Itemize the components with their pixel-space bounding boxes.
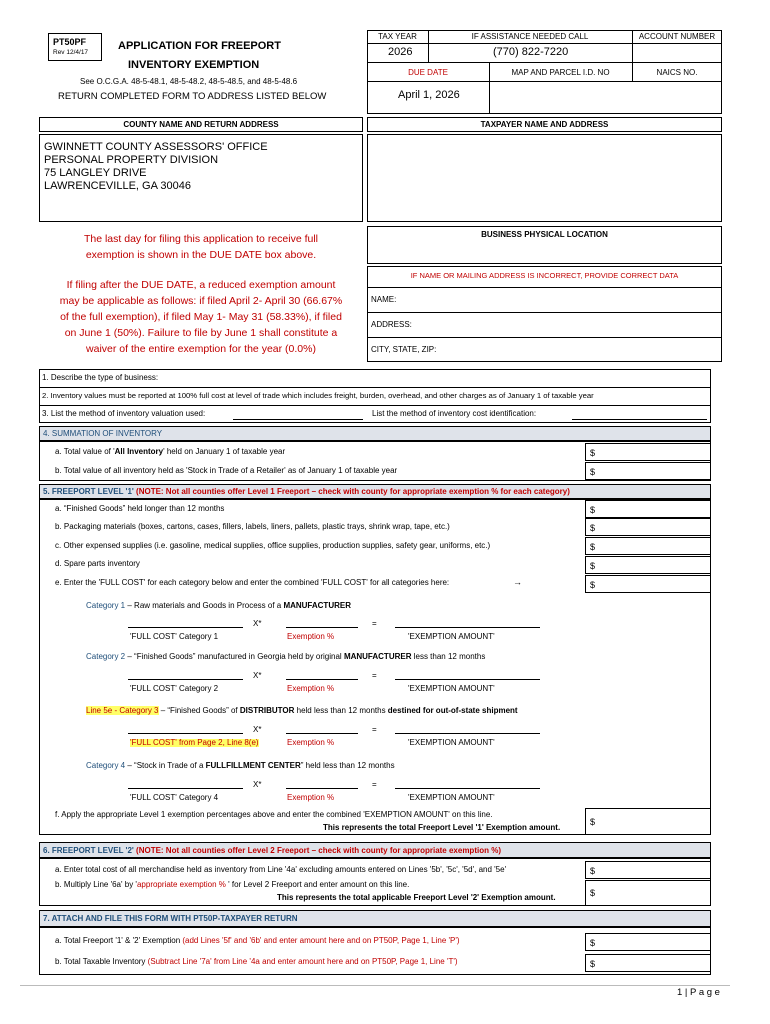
line4b-label: b. Total value of all inventory held as 'Stock in Trade of a Retailer' as of January 1 of taxable year <box>55 466 398 475</box>
county-line4: LAWRENCEVILLE, GA 30046 <box>44 180 191 192</box>
form-citation: See O.C.G.A. 48-5-48.1, 48-5-48.2, 48-5-48.5, and 48-5-48.6 <box>80 77 298 86</box>
line7b-amount[interactable]: $ <box>585 954 711 972</box>
cat1-full-cost-input[interactable] <box>128 627 243 628</box>
cat1-exemption-caption: Exemption % <box>287 632 335 641</box>
cat3-exemption-input[interactable] <box>286 733 358 734</box>
county-line1: GWINNETT COUNTY ASSESSORS' OFFICE <box>44 141 268 153</box>
line7a-label: a. Total Freeport '1' & '2' Exemption (add Lines '5f' and '6b' and enter amount here and on PT50P, Page 1, Line 'P') <box>55 936 460 945</box>
address-label: ADDRESS: <box>371 320 412 329</box>
section4-title: 4. SUMMATION OF INVENTORY <box>43 429 163 438</box>
section5-header <box>39 484 711 499</box>
line6a-amount[interactable]: $ <box>585 861 711 879</box>
cat4-full-cost-caption: 'FULL COST' Category 4 <box>130 793 219 802</box>
line5f-label: f. Apply the appropriate Level 1 exemption percentages above and enter the combined 'EXEMPTION AMOUNT' on this line. <box>55 810 493 819</box>
assist-label: IF ASSISTANCE NEEDED CALL <box>471 32 589 41</box>
cost-id-input-line[interactable] <box>572 419 707 420</box>
cat3-amount-caption: 'EXEMPTION AMOUNT' <box>408 738 495 747</box>
line5c-label: c. Other expensed supplies (i.e. gasoline, medical supplies, office supplies, production supplies, safety gear, uniforms, etc.) <box>55 541 491 550</box>
cat1-exemption-input[interactable] <box>286 627 358 628</box>
footer-rule <box>20 985 730 986</box>
category2-heading: Category 2 – “Finished Goods” manufactured in Georgia held by original MANUFACTURER less than 12 months <box>86 652 486 661</box>
line3-valuation: 3. List the method of inventory valuation used: <box>42 409 206 418</box>
line5f-amount[interactable]: $ <box>585 808 711 835</box>
notice-p2-l1: If filing after the DUE DATE, a reduced exemption amount <box>66 279 336 291</box>
line4a-amount[interactable]: $ <box>585 443 711 461</box>
line6a-label: a. Enter total cost of all merchandise held as inventory from Line '4a' excluding amounts entered on Lines '5b', '5c', '5d', and '5e' <box>55 865 507 874</box>
cat2-x: X* <box>253 671 262 680</box>
cat2-full-cost-caption: 'FULL COST' Category 2 <box>130 684 219 693</box>
name-label: NAME: <box>371 295 397 304</box>
cat3-full-cost-caption: 'FULL COST' from Page 2, Line 8(e) <box>130 738 259 747</box>
taxpayer-label: TAXPAYER NAME AND ADDRESS <box>480 120 609 129</box>
line4b-amount[interactable]: $ <box>585 462 711 480</box>
line5d-label: d. Spare parts inventory <box>55 559 140 568</box>
cat4-exemption-input[interactable] <box>286 788 358 789</box>
county-line3: 75 LANGLEY DRIVE <box>44 167 147 179</box>
taxpayer-address-box[interactable] <box>367 134 722 222</box>
cat2-amount-caption: 'EXEMPTION AMOUNT' <box>408 684 495 693</box>
account-label: ACCOUNT NUMBER <box>638 32 716 41</box>
form-code-box <box>48 33 102 61</box>
cat1-amount-input[interactable] <box>395 627 540 628</box>
line5b-amount[interactable]: $ <box>585 518 711 536</box>
cat1-x: X* <box>253 619 262 628</box>
line2-inventory-note: 2. Inventory values must be reported at 100% full cost at level of trade which includes freight, burden, overhead, and other charges as of January 1 of taxable year <box>42 391 594 400</box>
section6-header <box>39 842 711 858</box>
cat3-eq: = <box>372 725 377 734</box>
tax-year-label: TAX YEAR <box>378 32 417 41</box>
map-parcel-label: MAP AND PARCEL I.D. NO <box>511 68 610 77</box>
form-rev: Rev 12/4/17 <box>53 49 89 56</box>
section7-header <box>39 910 711 927</box>
cat4-full-cost-input[interactable] <box>128 788 243 789</box>
category1-heading: Category 1 – Raw materials and Goods in Process of a MANUFACTURER <box>86 601 351 610</box>
notice-p2-l4: on June 1 (50%). Failure to file by June 1 shall constitute a <box>64 327 338 339</box>
city-label: CITY, STATE, ZIP: <box>371 345 437 354</box>
assist-phone: (770) 822-7220 <box>493 46 569 58</box>
cat4-amount-caption: 'EXEMPTION AMOUNT' <box>408 793 495 802</box>
line5a-amount[interactable]: $ <box>585 500 711 518</box>
line5e-amount[interactable]: $ <box>585 575 711 593</box>
cat3-exemption-caption: Exemption % <box>287 738 335 747</box>
naics-label: NAICS NO. <box>656 68 698 77</box>
line6b-amount[interactable]: $ <box>585 880 711 906</box>
tax-year-value[interactable]: 2026 <box>388 46 413 58</box>
notice-p2-l5: waiver of the entire exemption for the year (0.0%) <box>86 343 316 355</box>
cat4-eq: = <box>372 780 377 789</box>
county-address-box <box>39 134 363 222</box>
correct-label: IF NAME OR MAILING ADDRESS IS INCORRECT, PROVIDE CORRECT DATA <box>410 271 679 280</box>
cat3-x: X* <box>253 725 262 734</box>
cat1-eq: = <box>372 619 377 628</box>
notice-p1-l1: The last day for filing this application to receive full <box>83 233 319 245</box>
form-title-line1: APPLICATION FOR FREEPORT <box>118 40 281 52</box>
arrow-icon: → <box>513 577 522 587</box>
cat3-full-cost-input[interactable] <box>128 733 243 734</box>
county-line2: PERSONAL PROPERTY DIVISION <box>44 154 219 166</box>
cat2-full-cost-input[interactable] <box>128 679 243 680</box>
section7-title: 7. ATTACH AND FILE THIS FORM WITH PT50P-TAXPAYER RETURN <box>43 914 298 923</box>
line7b-label: b. Total Taxable Inventory (Subtract Line '7a' from Line '4a and enter amount here and on PT50P, Page 1, Line 'T') <box>55 957 458 966</box>
line5c-amount[interactable]: $ <box>585 537 711 555</box>
line5e-label: e. Enter the 'FULL COST' for each category below and enter the combined 'FULL COST' for all categories here: <box>55 578 450 587</box>
category4-heading: Category 4 – “Stock in Trade of a FULLFILLMENT CENTER” held less than 12 months <box>86 761 395 770</box>
taxpayer-header-box <box>367 117 722 132</box>
cat4-amount-input[interactable] <box>395 788 540 789</box>
section4-header <box>39 426 711 441</box>
cat2-eq: = <box>372 671 377 680</box>
notice-p1-l2: exemption is shown in the DUE DATE box above. <box>85 249 317 261</box>
section5-title: 5. FREEPORT LEVEL '1' (NOTE: Not all counties offer Level 1 Freeport – check with county for appropriate exemption % for each category) <box>43 487 570 496</box>
line4a-label: a. Total value of 'All Inventory' held on January 1 of taxable year <box>55 447 286 456</box>
category3-heading: Line 5e - Category 3 – “Finished Goods” of DISTRIBUTOR held less than 12 months destined for out-of-state shipment <box>86 706 518 715</box>
valuation-input-line[interactable] <box>233 419 363 420</box>
county-header-box <box>39 117 363 132</box>
form-code: PT50PF <box>53 37 87 47</box>
cat4-x: X* <box>253 780 262 789</box>
business-location-box[interactable] <box>367 226 722 264</box>
line5b-label: b. Packaging materials (boxes, cartons, cases, fillers, labels, liners, pallets, plastic trays, shrink wrap, tape, etc.) <box>55 522 450 531</box>
business-label: BUSINESS PHYSICAL LOCATION <box>481 230 608 239</box>
cat1-amount-caption: 'EXEMPTION AMOUNT' <box>408 632 495 641</box>
return-note: RETURN COMPLETED FORM TO ADDRESS LISTED BELOW <box>58 91 327 102</box>
cat4-exemption-caption: Exemption % <box>287 793 335 802</box>
line5f-total: This represents the total Freeport Level '1' Exemption amount. <box>323 823 561 832</box>
county-label: COUNTY NAME AND RETURN ADDRESS <box>123 120 279 129</box>
line6b-total: This represents the total applicable Freeport Level '2' Exemption amount. <box>277 893 556 902</box>
notice-p2-l2: may be applicable as follows: if filed April 2- April 30 (66.67% <box>59 295 343 307</box>
cat2-exemption-caption: Exemption % <box>287 684 335 693</box>
line5d-amount[interactable]: $ <box>585 556 711 574</box>
notice-p2-l3: of the full exemption), if filed May 1- May 31 (58.33%), if filed <box>60 311 342 323</box>
cat3-amount-input[interactable] <box>395 733 540 734</box>
cat1-full-cost-caption: 'FULL COST' Category 1 <box>130 632 219 641</box>
line7a-amount[interactable]: $ <box>585 933 711 951</box>
line6b-label: b. Multiply Line '6a' by 'appropriate exemption % ' for Level 2 Freeport and enter amount on this line. <box>55 880 410 889</box>
line3-cost-id: List the method of inventory cost identification: <box>372 409 537 418</box>
cat2-exemption-input[interactable] <box>286 679 358 680</box>
section6-title: 6. FREEPORT LEVEL '2' (NOTE: Not all counties offer Level 2 Freeport – check with county for appropriate exemption %) <box>43 846 501 855</box>
cat2-amount-input[interactable] <box>395 679 540 680</box>
due-date-label: DUE DATE <box>408 68 448 77</box>
due-date-value: April 1, 2026 <box>398 89 460 101</box>
line1-business-type: 1. Describe the type of business: <box>42 373 159 382</box>
line5a-label: a. “Finished Goods” held longer than 12 months <box>55 504 225 513</box>
page-number: 1 | P a g e <box>677 987 720 998</box>
form-title-line2: INVENTORY EXEMPTION <box>128 59 260 71</box>
